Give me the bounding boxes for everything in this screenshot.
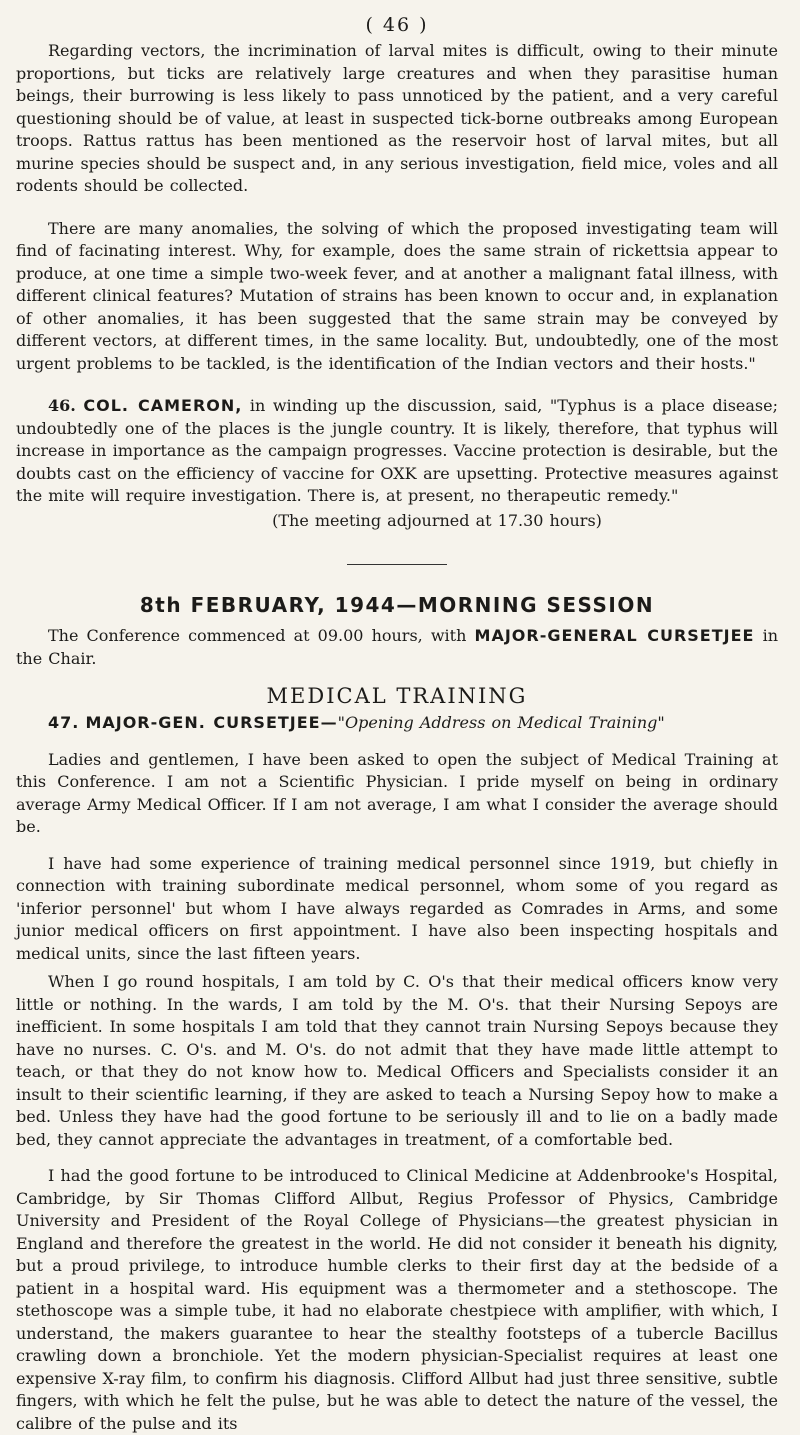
conference-tail: in the Chair. [16, 626, 778, 668]
paragraph-opening: Ladies and gentlemen, I have been asked to open the subject of Medical Training at this Conference. I am not a Scientific Physician. I pride myself on being in ordinary average Army Medical Officer. If I am not average, I am what I consider the average should be. [16, 749, 778, 836]
item-46 [16, 395, 778, 508]
item-47-title: "Opening Address on Medical Training" [337, 713, 665, 732]
paragraph-experience: I have had some experience of training medical personnel since 1919, but chiefly in connection with training subordinate medical personnel, whom some of you regard as 'inferior personnel' but whom I have always regarded as Comrades in Arms, and some junior medical officers on first appointment. I have also been inspecting hospitals and medical units, since the last fifteen years. [16, 853, 778, 963]
item-47-number: 47. [48, 713, 80, 732]
item-47 [16, 712, 778, 735]
conference-lead: The Conference commenced at 09.00 hours, with [48, 626, 467, 645]
conference-paragraph [16, 625, 778, 670]
page-number: ( 46 ) [365, 14, 429, 36]
item-46-text: in winding up the discussion, said, "Typhus is a place disease; undoubtedly one of the places is the jungle country. It is likely, therefore, that typhus will increase in importance as the campaign progresses. Vaccine protection is desirable, but the doubts cast on the efficiency of vaccine for OXK are upsetting. Protective measures against the mite will require investigation. There is, at present, no therapeutic remedy." [16, 396, 778, 505]
paragraph-hospitals: When I go round hospitals, I am told by C. O's that their medical officers know very little or nothing. In the wards, I am told by the M. O's. that their Nursing Sepoys are inefficient. In some hospitals I am told that they cannot train Nursing Sepoys because they have no nurses. C. O's. and M. O's. do not admit that they have made little attempt to teach, or that they do not know how to. Medical Officers and Specialists consider it an insult to their scientific learning, if they are asked to teach a Nursing Sepoy how to make a bed. Unless they have had the good fortune to be seriously ill and to lie on a badly made bed, they cannot appreciate the advantages in treatment, of a comfortable bed. [16, 972, 778, 1149]
training-heading: MEDICAL TRAINING [266, 684, 528, 708]
conference-chair: MAJOR-GENERAL CURSETJEE [474, 626, 755, 645]
adjournment-note: (The meeting adjourned at 17.30 hours) [272, 510, 602, 530]
session-heading: 8th FEBRUARY, 1944—MORNING SESSION [139, 593, 655, 617]
paragraph-allbut: I had the good fortune to be introduced to Clinical Medicine at Addenbrooke's Hospital, Cambridge, by Sir Thomas Clifford Allbut, Regius Professor of Physics, Cambridge University and President of the Royal College of Physicians—the greatest physician in England and therefore the greatest in the world. He did not consider it beneath his dignity, but a proud privilege, to introduce humble clerks to their first day at the bedside of a patient in a hospital ward. His equipment was a thermometer and a stethoscope. The stethoscope was a simple tube, it had no elaborate chestpiece with amplifier, with which, I understand, the makers guarantee to hear the stealthy footsteps of a tubercle Bacillus crawling down a bronchiole. Yet the modern physician-Specialist requires at least one expensive X-ray film, to confirm his diagnosis. Clifford Allbut had just three sensitive, subtle fingers, with which he felt the pulse, but he was able to detect the nature of the vessel, the calibre of the pulse and its [16, 1166, 778, 1433]
section-divider [347, 564, 447, 565]
item-46-speaker: COL. CAMERON, [83, 396, 243, 415]
item-46-number: 46. [48, 396, 76, 415]
paragraph-vectors: Regarding vectors, the incrimination of larval mites is difficult, owing to their minute proportions, but ticks are relatively large creatures and when they parasitise human beings, their burrowing is less likely to pass unnoticed by the patient, and a very careful questioning should be of value, at least in suspected tick-borne outbreaks among European troops. Rattus rattus has been mentioned as the reservoir host of larval mites, but all murine species should be suspect and, in any serious investigation, field mice, voles and all rodents should be collected. [16, 41, 778, 195]
paragraph-anomalies: There are many anomalies, the solving of which the proposed investigating team will find of facinating interest. Why, for example, does the same strain of rickettsia appear to produce, at one time a simple two-week fever, and at another a malignant fatal illness, with different clinical features? Mutation of strains has been known to occur and, in explanation of other anomalies, it has been suggested that the same strain may be conveyed by different vectors, at different times, in the same locality. But, undoubtedly, one of the most urgent problems to be tackled, is the identification of the Indian vectors and their hosts." [16, 218, 778, 373]
item-47-speaker: MAJOR-GEN. CURSETJEE— [85, 713, 338, 732]
